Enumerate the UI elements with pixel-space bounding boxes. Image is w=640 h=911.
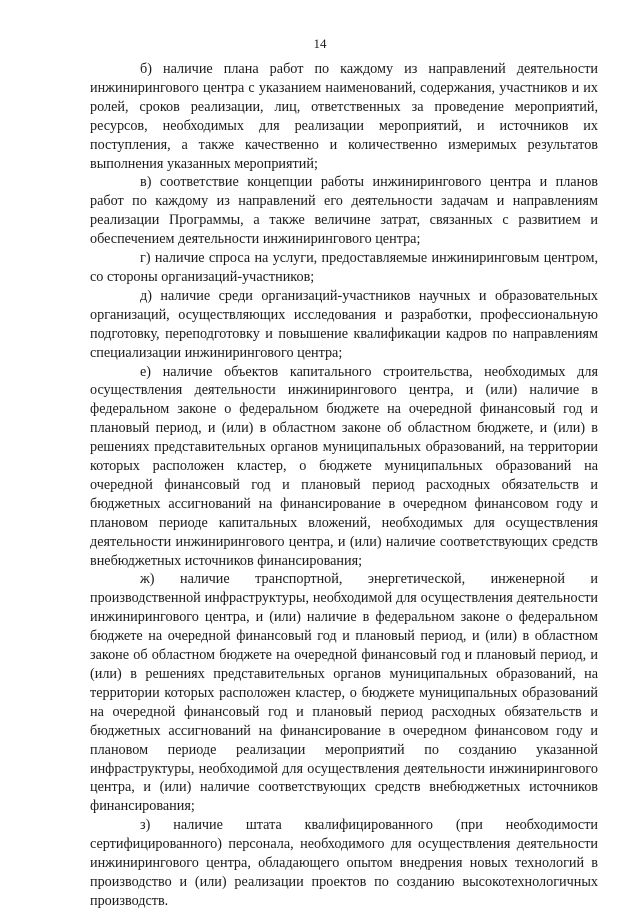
paragraph-zh: ж) наличие транспортной, энергетической, инженерной и производственной инфраструктуры, необходимой для осуществления деятельности инжинирингового центра, и (или) наличие в федеральном законе о федеральном бюджете на очередной финансовый год и плановый период, и (или) в областном законе об областном бюджете на очередной финансовый год и плановый период, и (или) в решениях представительных органов муниципальных образований, на территории которых расположен кластер, о бюджете муниципальных образований на очередной финансовый год и плановый период расходных обязательств и бюджетных ассигнований на финансирование в очередном финансовом году и плановом периоде реализации мероприятий по созданию указанной инфраструктуры, необходимой для осуществления деятельности инжинирингового центра, и (или) наличие соответствующих средств внебюджетных источников финансирования; [90,571,598,815]
paragraph-e: е) наличие объектов капитального строительства, необходимых для осуществления деятельности инжинирингового центра, и (или) наличие в федеральном законе о федеральном бюджете на очередной финансовый год и плановый период, и (или) в областном законе об областном бюджете, и (или) в решениях представительных органов муниципальных образований, на территории которых расположен кластер, о бюджете муниципальных образований на очередной финансовый год и плановый период расходных обязательств и бюджетных ассигнований на финансирование в очередном финансовом году и плановом периоде капитальных вложений, необходимых для осуществления деятельности инжинирингового центра, и (или) наличие соответствующих средств внебюджетных источников финансирования; [90,363,598,569]
document-body [90,60,598,911]
paragraph-d: д) наличие среди организаций-участников научных и образовательных организаций, осуществляющих исследования и разработки, профессиональную подготовку, переподготовку и повышение квалификации кадров по направлениям специализации инжинирингового центра; [90,287,598,361]
paragraph-z: з) наличие штата квалифицированного (при необходимости сертифицированного) персонала, необходимого для осуществления деятельности инжинирингового центра, обладающего опытом внедрения новых технологий в производство и (или) реализации проектов по созданию высокотехнологичных производств. [90,817,598,909]
paragraph-v: в) соответствие концепции работы инжинирингового центра и планов работ по каждому из направлений его деятельности задачам и направлениям реализации Программы, а также величине затрат, связанных с развитием и обеспечением деятельности инжинирингового центра; [90,174,598,248]
paragraph-g: г) наличие спроса на услуги, предоставляемые инжиниринговым центром, со стороны организаций-участников; [90,250,598,285]
paragraph-b: б) наличие плана работ по каждому из направлений деятельности инжинирингового центра с указанием наименований, содержания, участников и их ролей, сроков реализации, лиц, ответственных за проведение мероприятий, ресурсов, необходимых для реализации мероприятий, и источников их поступления, а также качественно и количественно измеримых результатов выполнения указанных мероприятий; [90,61,598,172]
page-number: 14 [313,36,327,51]
